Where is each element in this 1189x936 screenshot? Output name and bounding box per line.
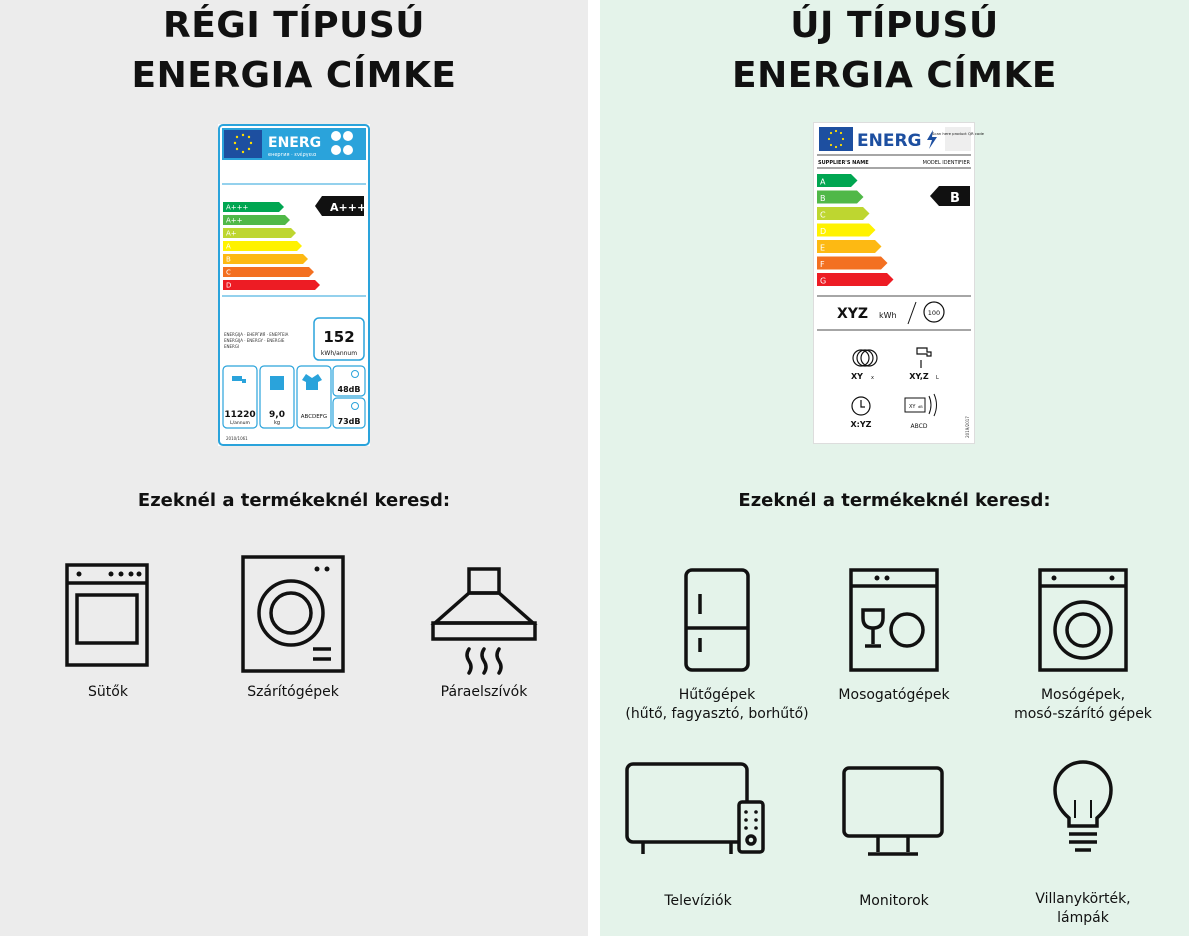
old-label-capacity-unit: kg <box>273 420 281 426</box>
energy-unit: kWh <box>879 311 897 320</box>
panel-title-line2: ENERGIA CÍMKE <box>131 55 457 96</box>
product-label-line1: Mosógépek, <box>1040 687 1126 703</box>
old-label-class-bar <box>223 267 314 277</box>
old-label-consumption: 152 <box>323 328 355 346</box>
monitor-icon <box>842 762 946 858</box>
stat1-unit: x <box>871 375 874 381</box>
old-label-class-bar <box>223 254 308 264</box>
new-label-class-letter: F <box>820 260 825 269</box>
old-label-water-unit: L/annum <box>230 421 250 426</box>
product-label-line2: mosó-szárító gépek <box>1014 706 1152 722</box>
product-range-hood <box>384 565 584 702</box>
model-identifier: MODEL IDENTIFIER <box>922 160 970 166</box>
noise-value: XY <box>909 404 916 410</box>
new-label-class-letter: A <box>820 177 826 187</box>
dishwasher-icon <box>849 568 939 672</box>
product-label-line1: Villanykörték, <box>1035 891 1131 907</box>
new-label-class-letter: E <box>820 243 826 253</box>
old-label-lang-2: ENERGIJA · ENERGY · ENERGIE <box>224 338 285 343</box>
product-tv <box>598 760 798 911</box>
stat1-value: XY <box>851 372 863 381</box>
product-dishwasher <box>794 568 994 705</box>
product-light-bulb <box>983 760 1183 928</box>
stat3-value: X:YZ <box>850 420 872 429</box>
products-subtitle: Ezeknél a termékeknél keresd: <box>137 490 451 511</box>
old-label-noise-2: 73dB <box>337 417 361 426</box>
product-label-line1: Mosogatógépek <box>838 687 950 703</box>
old-label-class-letter: A+ <box>226 229 237 238</box>
new-label-rating: B <box>950 191 960 206</box>
old-label-consumption-unit: kWh/annum <box>320 350 358 357</box>
product-monitor <box>794 762 994 911</box>
new-label-panel <box>600 0 1189 936</box>
old-label-class-letter: B <box>226 255 231 264</box>
old-label-class-letter: A <box>226 242 231 251</box>
old-label-rating: A+++ <box>330 201 367 214</box>
product-label: Páraelszívók <box>440 684 528 700</box>
supplier-name: SUPPLIER'S NAME <box>818 160 869 166</box>
new-label-class-letter: D <box>820 227 827 236</box>
product-label-line1: Hűtőgépek <box>678 687 756 703</box>
washing-machine-icon <box>1038 568 1128 672</box>
product-label: Szárítógépek <box>247 684 339 700</box>
old-label-class-letter: D <box>226 281 232 290</box>
old-label-capacity: 9,0 <box>269 410 285 420</box>
light-bulb-icon <box>1053 760 1113 860</box>
old-label-class-letter: A+++ <box>226 203 249 212</box>
product-label-line2: lámpák <box>1057 910 1109 926</box>
noise-unit: dB <box>918 405 923 409</box>
energy-value: XYZ <box>837 306 869 322</box>
new-label-class-bar <box>817 240 882 253</box>
product-label-line2: (hűtő, fagyasztó, borhűtő) <box>625 706 809 722</box>
old-label-regulation: 2010/1061 <box>226 436 248 441</box>
old-label-noise-1: 48dB <box>337 385 361 394</box>
new-label-class-letter: C <box>820 210 826 220</box>
old-label-class-letter: A++ <box>226 216 243 225</box>
panel-title-line2: ENERGIA CÍMKE <box>732 55 1057 96</box>
product-label-line1: Televíziók <box>664 893 732 909</box>
old-label-lang-3: ENERGI <box>224 344 240 349</box>
old-label-water: 11220 <box>224 410 256 420</box>
cycles-value: 100 <box>927 309 941 317</box>
panel-title-line1: RÉGI TÍPUSÚ <box>162 5 426 46</box>
panel-title-line1: ÚJ TÍPUSÚ <box>790 5 999 46</box>
new-energy-label-graphic <box>813 122 985 444</box>
old-label-class-letter: C <box>226 268 231 277</box>
product-oven <box>8 555 208 702</box>
new-label-regulation: 2019/2017 <box>965 416 970 438</box>
fridge-icon <box>684 568 750 672</box>
dryer-icon <box>241 555 345 675</box>
new-label-class-bar <box>817 273 894 286</box>
new-label-class-letter: B <box>820 194 826 203</box>
stat2-value: XY,Z <box>909 372 929 381</box>
new-label-class-bar <box>817 257 888 270</box>
products-subtitle: Ezeknél a termékeknél keresd: <box>738 490 1051 511</box>
product-fridge <box>617 568 817 724</box>
new-energy-label <box>813 122 985 444</box>
product-label: Sütők <box>88 684 128 700</box>
shirt-icon <box>270 376 284 390</box>
oven-icon <box>65 555 151 667</box>
old-label-lang-1: ENERĢIJA · ЕНЕРГИЯ · ΕΝΕΡΓΕΙΑ <box>224 332 289 337</box>
old-label-class-bar <box>223 280 320 290</box>
product-dryer <box>193 555 393 702</box>
range-hood-icon <box>431 565 537 677</box>
qr-text: Scan here product QR code <box>931 131 985 136</box>
noise-classes: ABCD <box>910 423 928 430</box>
old-label-spin-classes: ABCDEFG <box>300 414 328 420</box>
new-label-header: ENERG <box>857 131 922 151</box>
stat2-unit: L <box>936 375 939 381</box>
old-energy-label <box>218 124 370 446</box>
tv-icon <box>625 760 771 860</box>
old-label-header: ENERG <box>268 135 322 151</box>
product-washing-machine <box>983 568 1183 724</box>
product-label-line1: Monitorok <box>859 893 929 909</box>
new-label-class-letter: G <box>820 276 827 286</box>
old-label-class-bar <box>223 241 302 251</box>
old-label-panel <box>0 0 588 936</box>
old-energy-label-graphic <box>218 124 370 446</box>
old-label-header-sub: енергия · ενέργεια <box>268 152 317 158</box>
